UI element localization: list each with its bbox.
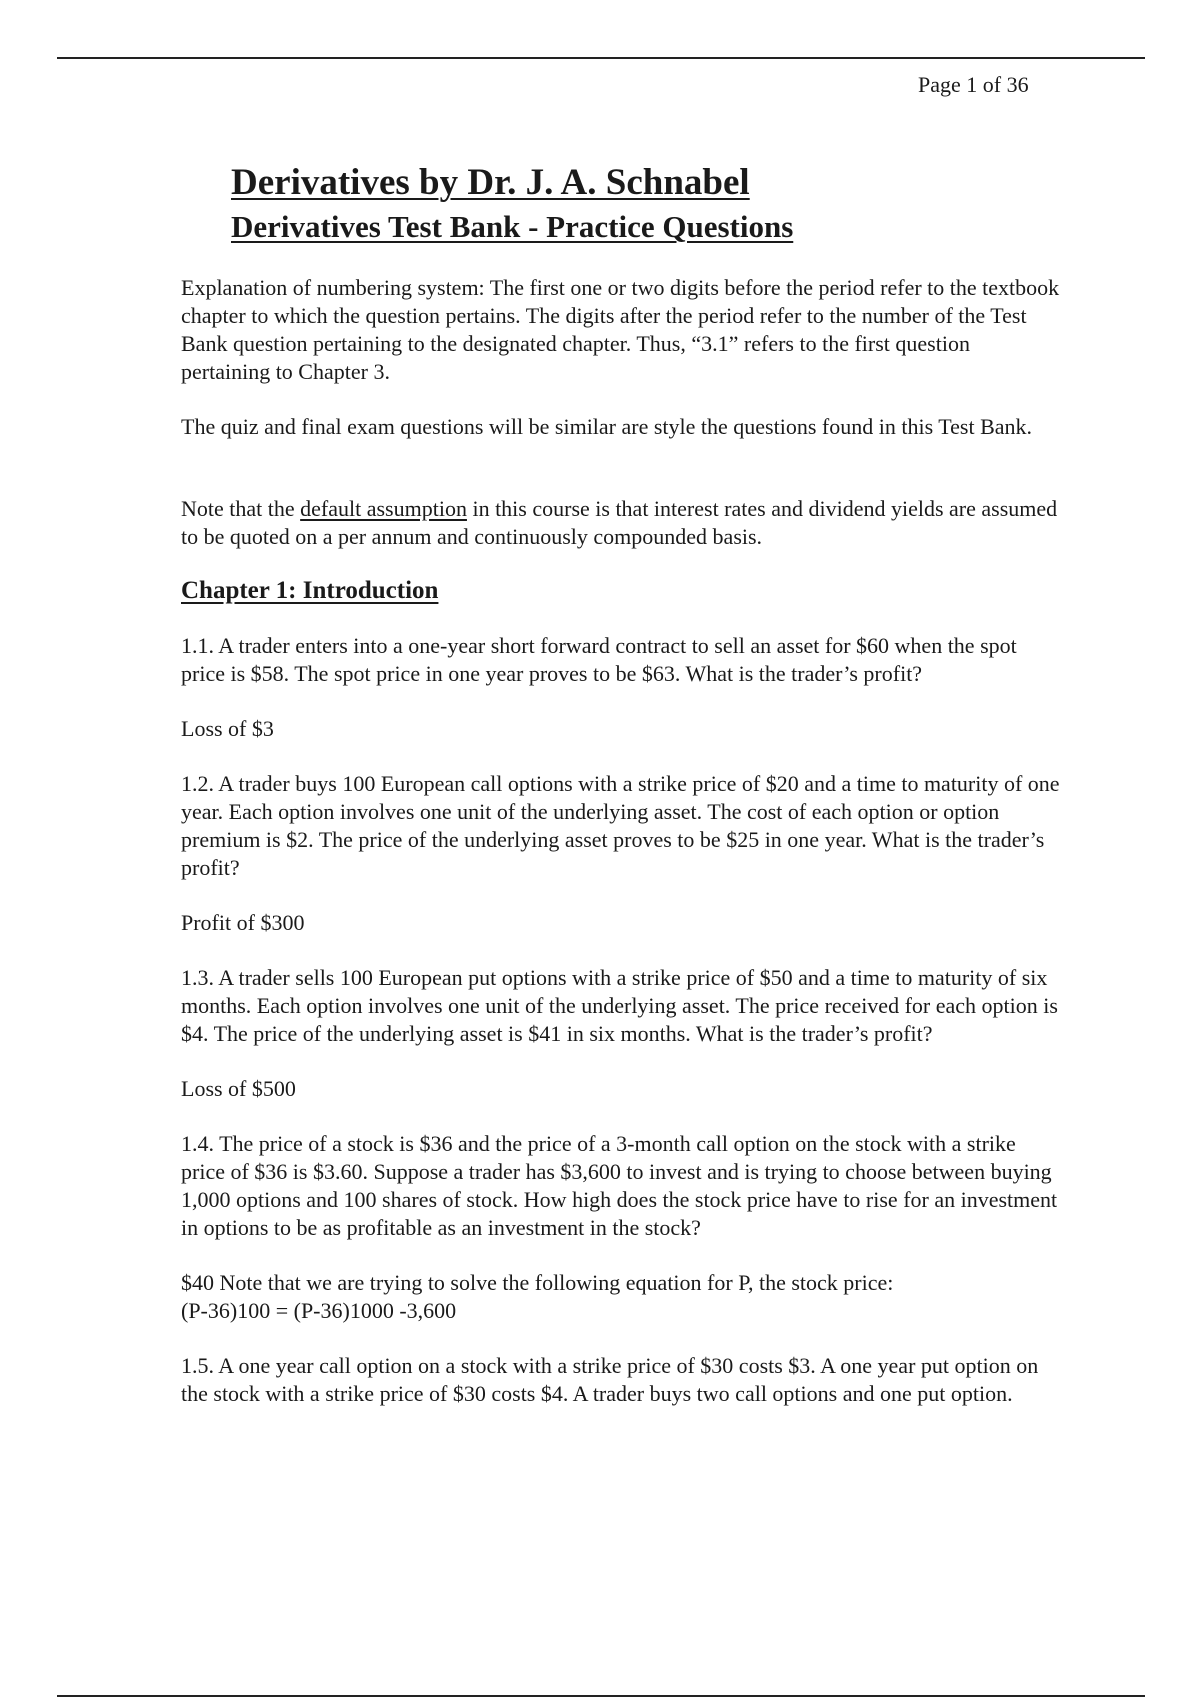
- question-1-5: 1.5. A one year call option on a stock with a strike price of $30 costs $3. A one year put option on the stock with a strike price of $30 costs $4. A trader buys two call options and one put option.: [181, 1353, 1039, 1406]
- title-block: [231, 160, 793, 248]
- answer-1-1: Loss of $3: [181, 716, 274, 741]
- question-1-3: 1.3. A trader sells 100 European put options with a strike price of $50 and a time to maturity of six months. Each option involves one unit of the underlying asset. The price received for each option is $4. The price of the underlying asset is $41 in six months. What is the trader’s profit?: [181, 965, 1058, 1046]
- default-note-before: Note that the: [181, 496, 301, 521]
- quiz-note: The quiz and final exam questions will be similar are style the questions found in this Test Bank.: [181, 414, 1033, 439]
- question-1-2: 1.2. A trader buys 100 European call options with a strike price of $20 and a time to maturity of one year. Each option involves one unit of the underlying asset. The cost of each option or option premium is $2. The price of the underlying asset proves to be $25 in one year. What is the trader’s profit?: [181, 771, 1060, 880]
- answer-1-4-line-2: (P-36)100 = (P-36)1000 -3,600: [181, 1298, 457, 1323]
- chapter-heading: Chapter 1: Introduction: [181, 577, 439, 604]
- default-note-after: in this course is that interest rates and dividend yields are assumed to be quoted on a per annum and continuously compounded basis.: [181, 496, 1058, 549]
- default-note-underlined: default assumption: [300, 496, 467, 521]
- answer-1-2: Profit of $300: [181, 910, 305, 935]
- page-number: Page 1 of 36: [918, 72, 1029, 97]
- document-title: Derivatives by Dr. J. A. Schnabel: [231, 162, 750, 203]
- numbering-explanation: Explanation of numbering system: The first one or two digits before the period refer to the textbook chapter to which the question pertains. The digits after the period refer to the number of the Test Bank question pertaining to the designated chapter. Thus, “3.1” refers to the first question pertaining to Chapter 3.: [181, 275, 1060, 384]
- top-rule: [57, 57, 1145, 59]
- answer-1-3: Loss of $500: [181, 1076, 296, 1101]
- document-body: [181, 274, 1061, 1408]
- answer-1-4-line-1: $40 Note that we are trying to solve the following equation for P, the stock price:: [181, 1270, 894, 1295]
- question-1-4: 1.4. The price of a stock is $36 and the price of a 3-month call option on the stock with a strike price of $36 is $3.60. Suppose a trader has $3,600 to invest and is trying to choose between buying 1,000 options and 100 shares of stock. How high does the stock price have to rise for an investment in options to be as profitable as an investment in the stock?: [181, 1131, 1058, 1240]
- default-assumption-note: [181, 495, 1061, 551]
- question-1-1: 1.1. A trader enters into a one-year short forward contract to sell an asset for $60 when the spot price is $58. The spot price in one year proves to be $63. What is the trader’s profit?: [181, 633, 1017, 686]
- document-subtitle: Derivatives Test Bank - Practice Questions: [231, 209, 794, 244]
- bottom-rule: [57, 1695, 1145, 1697]
